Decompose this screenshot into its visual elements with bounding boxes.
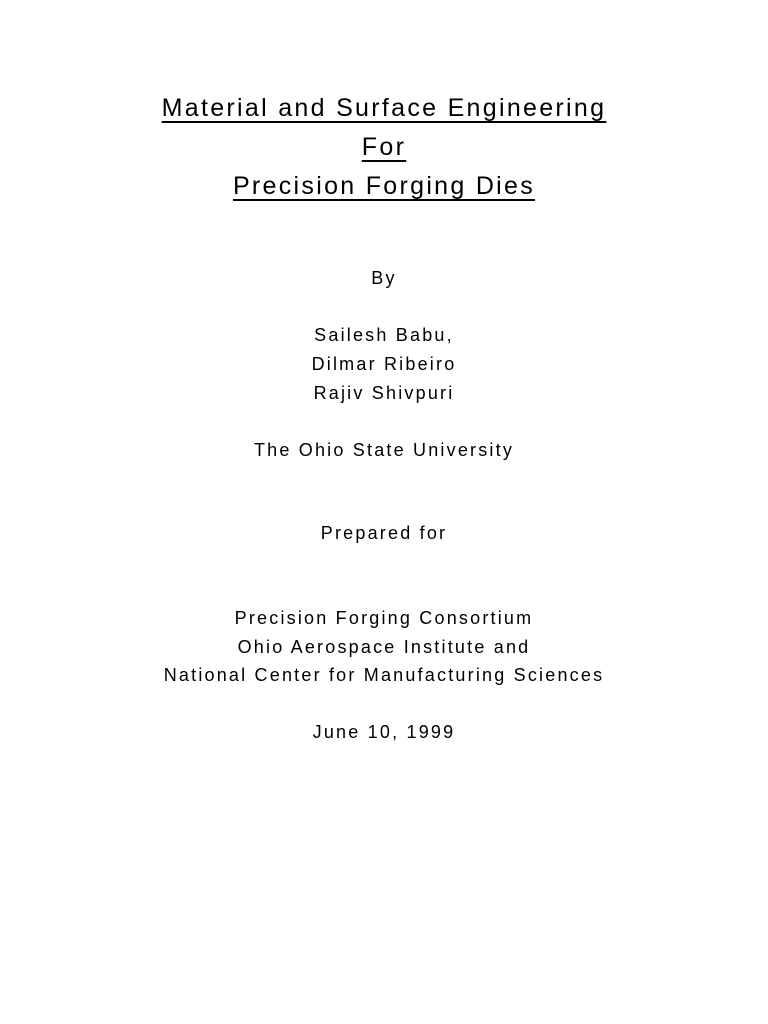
title-line-3: Precision Forging Dies xyxy=(232,172,536,200)
author-3: Rajiv Shivpuri xyxy=(313,383,455,403)
author-1: Sailesh Babu, xyxy=(314,325,454,345)
report-date: June 10, 1999 xyxy=(312,722,456,742)
sponsor-3: National Center for Manufacturing Sciences xyxy=(163,665,605,685)
author-2: Dilmar Ribeiro xyxy=(311,354,457,374)
prepared-for-label: Prepared for xyxy=(320,523,448,543)
affiliation: The Ohio State University xyxy=(253,440,515,460)
byline: By xyxy=(371,268,397,288)
sponsor-1: Precision Forging Consortium xyxy=(234,608,534,628)
title-line-2: For xyxy=(361,133,407,161)
title-line-1: Material and Surface Engineering xyxy=(161,94,607,122)
sponsor-2: Ohio Aerospace Institute and xyxy=(237,637,531,657)
